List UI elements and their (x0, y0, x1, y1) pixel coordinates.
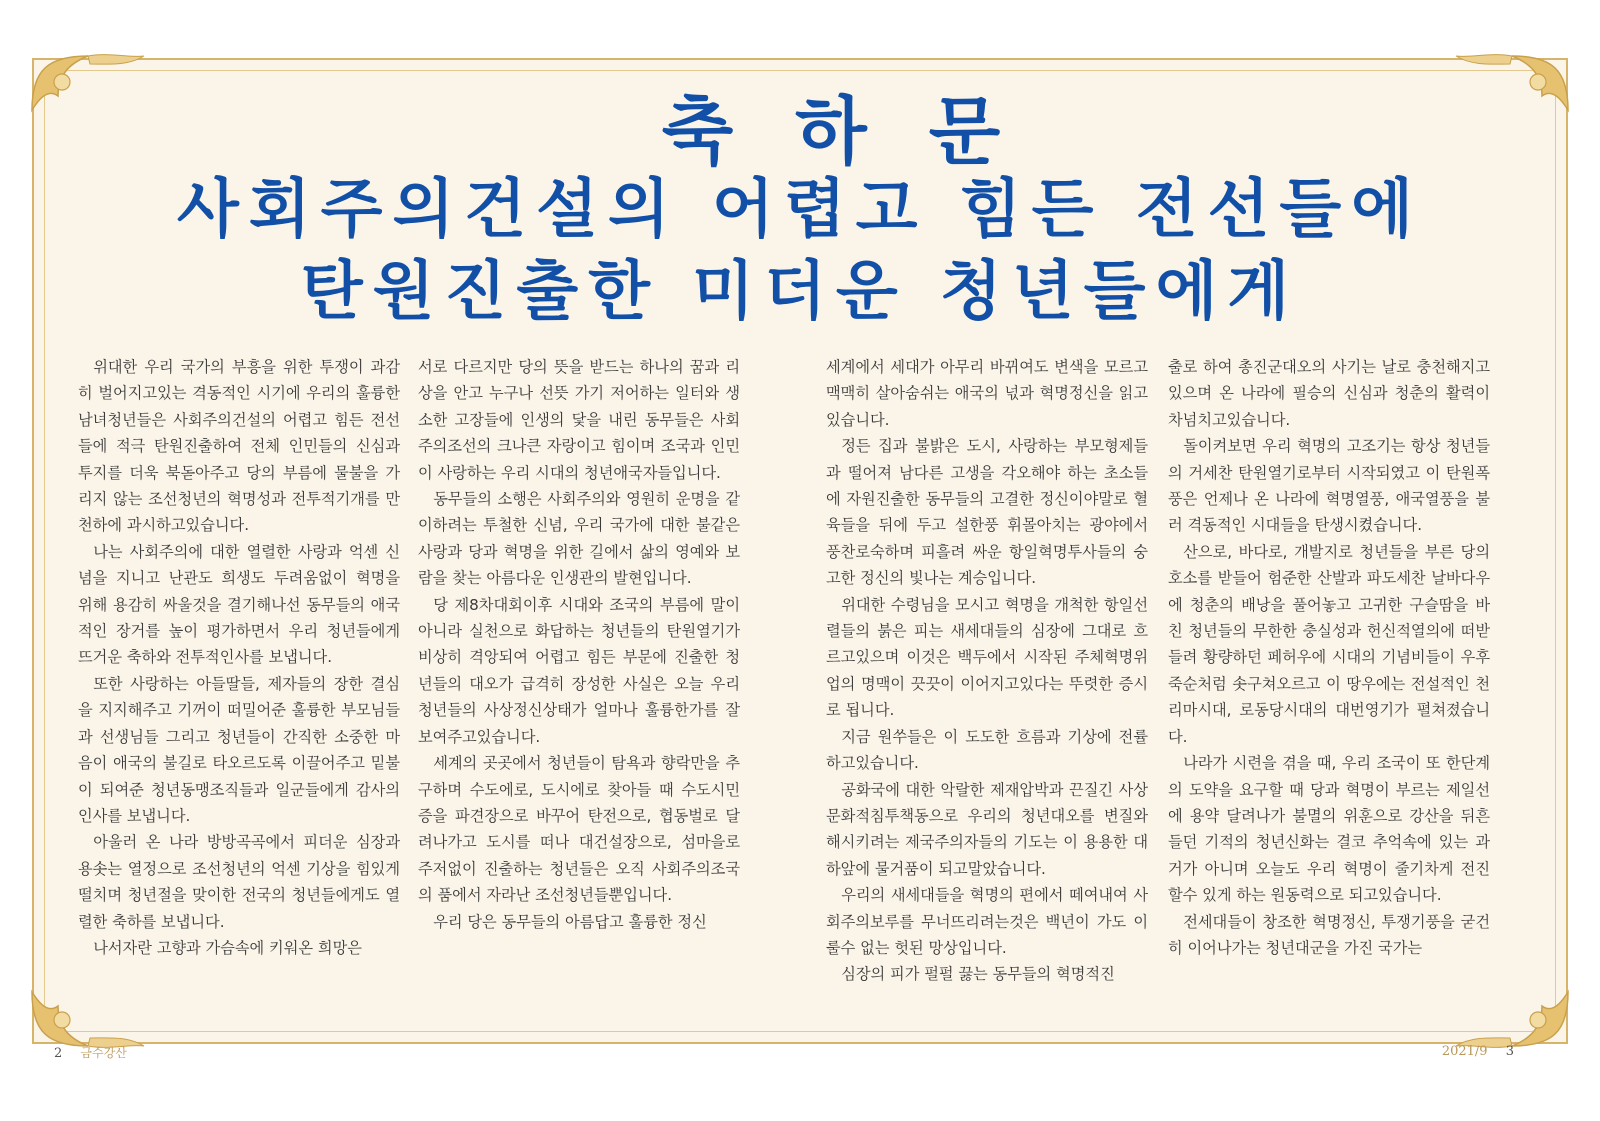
text-column-1 (78, 354, 400, 1016)
issue-date: 2021/9 (1441, 1044, 1488, 1059)
paragraph: 심장의 피가 펄펄 끓는 동무들의 혁명적진 (841, 965, 1115, 984)
paragraph: 나는 사회주의에 대한 열렬한 사랑과 억센 신념을 지니고 난관도 희생도 두려움없이 혁명을 위해 용감히 싸울것을 결기해나선 동무들의 애국적인 장거를 높이 평가하면서 우리 청년들에게 뜨거운 축하와 전투적인사를 보냅니다. (78, 542, 400, 667)
headline-line-1: 사회주의건설의 어렵고 힘든 전선들에 (176, 173, 1424, 247)
headline-line-2: 탄원진출한 미더운 청년들에게 (300, 255, 1300, 329)
paragraph: 나라가 시련을 겪을 때, 우리 조국이 또 한단계의 도약을 요구할 때 당과 혁명이 부르는 제일선에 용약 달려나가 불멸의 위훈으로 강산을 뒤흔들던 기적의 청년신화는 결코 추억속에 있는 과거가 아니며 오늘도 우리 혁명이 줄기차게 전진할수 있게 하는 원동력으로 되고있습니다. (1168, 754, 1490, 905)
paragraph: 나서자란 고향과 가슴속에 키워온 희망은 (93, 938, 362, 957)
text-column-2 (418, 354, 740, 1016)
paragraph: 아울러 온 나라 방방곡곡에서 피더운 심장과 용솟는 열정으로 조선청년의 억센 기상을 힘있게 떨치며 청년절을 맞이한 전국의 청년들에게도 열렬한 축하를 보냅니다. (78, 833, 400, 931)
paragraph: 전세대들이 창조한 혁명정신, 투쟁기풍을 굳건히 이어나가는 청년대군을 가진 국가는 (1168, 912, 1490, 957)
paragraph: 위대한 우리 국가의 부흥을 위한 투쟁이 과감히 벌어지고있는 격동적인 시기에 우리의 훌륭한 남녀청년들은 사회주의건설의 어렵고 힘든 전선들에 적극 탄원진출하여 전체 인민들의 신심과 투지를 더욱 북돋아주고 당의 부름에 물불을 가리지 않는 조선청년의 혁명성과 전투적기개를 만천하에 과시하고있습니다. (78, 358, 400, 535)
paragraph: 지금 원쑤들은 이 도도한 흐름과 기상에 전률하고있습니다. (826, 727, 1148, 773)
document-title: 축하문 (661, 89, 1063, 175)
page-number-right: 3 (1505, 1044, 1514, 1059)
paragraph: 당 제8차대회이후 시대와 조국의 부름에 말이 아니라 실천으로 화답하는 청년들의 탄원열기가 비상히 격앙되여 어렵고 힘든 부문에 진출한 청년들의 대오가 급격히 장성한 사실은 오늘 우리 청년들의 사상정신상태가 얼마나 훌륭한가를 잘 보여주고있습니다. (418, 595, 740, 746)
text-column-4 (1168, 354, 1490, 1016)
paragraph: 또한 사랑하는 아들딸들, 제자들의 장한 결심을 지지해주고 기꺼이 떠밀어준 훌륭한 부모님들과 선생님들 그리고 청년들이 간직한 소중한 마음이 애국의 불길로 타오르도록 이끌어주고 밑불이 되여준 청년동맹조직들과 일군들에게 감사의 인사를 보냅니다. (78, 674, 400, 825)
page-number-left: 2 (54, 1046, 63, 1061)
paragraph: 돌이켜보면 우리 혁명의 고조기는 항상 청년들의 거세찬 탄원열기로부터 시작되였고 이 탄원폭풍은 언제나 온 나라에 혁명열풍, 애국열풍을 불러 격동적인 시대들을 탄생시켰습니다. (1168, 437, 1490, 535)
text-column-3 (826, 354, 1148, 1016)
paragraph: 우리의 새세대들을 혁명의 편에서 떼여내여 사회주의보루를 무너뜨리려는것은 백년이 가도 이룰수 없는 헛된 망상입니다. (826, 886, 1148, 957)
paragraph: 산으로, 바다로, 개발지로 청년들을 부른 당의 호소를 받들어 험준한 산발과 파도세찬 날바다우에 청춘의 배낭을 풀어놓고 고귀한 구슬땀을 바친 청년들의 무한한 충실성과 헌신적열의에 떠받들려 황량하던 페허우에 시대의 기념비들이 우후죽순처럼 솟구쳐오르고 이 땅우에는 전설적인 천리마시대, 로동당시대의 대번영기가 펼쳐졌습니다. (1168, 542, 1490, 746)
footer-right (1442, 1044, 1514, 1059)
paragraph: 출로 하여 총진군대오의 사기는 날로 충천해지고있으며 온 나라에 필승의 신심과 청춘의 활력이 차넘치고있습니다. (1168, 358, 1490, 429)
paragraph: 공화국에 대한 악랄한 제재압박과 끈질긴 사상문화적침투책동으로 우리의 청년대오를 변질와해시키려는 제국주의자들의 기도는 이 용용한 대하앞에 물거품이 되고말았습니다. (826, 780, 1148, 878)
paragraph: 위대한 수령님을 모시고 혁명을 개척한 항일선렬들의 붉은 피는 새세대들의 심장에 그대로 흐르고있으며 이것은 백두에서 시작된 주체혁명위업의 명맥이 끗끗이 이어지고있다는 뚜렷한 증시로 됩니다. (826, 595, 1148, 720)
publication-name: 금수강산 (80, 1046, 127, 1060)
paragraph: 동무들의 소행은 사회주의와 영원히 운명을 같이하려는 투철한 신념, 우리 국가에 대한 불같은 사랑과 당과 혁명을 위한 길에서 삶의 영예와 보람을 찾는 아름다운 인생관의 발현입니다. (418, 490, 740, 588)
footer-left (54, 1044, 127, 1061)
paragraph: 서로 다르지만 당의 뜻을 받드는 하나의 꿈과 리상을 안고 누구나 선뜻 가기 저어하는 일터와 생소한 고장들에 인생의 닻을 내린 동무들은 사회주의조선의 크나큰 자랑이고 힘이며 조국과 인민이 사랑하는 우리 시대의 청년애국자들입니다. (418, 358, 740, 482)
paragraph: 정든 집과 불밝은 도시, 사랑하는 부모형제들과 떨어져 남다른 고생을 각오해야 하는 초소들에 자원진출한 동무들의 고결한 정신이야말로 혈육들을 뒤에 두고 설한풍 휘몰아치는 광야에서 풍찬로숙하며 피흘려 싸운 항일혁명투사들의 숭고한 정신의 빛나는 계승입니다. (826, 437, 1148, 588)
paragraph: 우리 당은 동무들의 아름답고 훌륭한 정신 (433, 912, 707, 931)
paragraph: 세계의 곳곳에서 청년들이 탐욕과 향락만을 추구하며 수도에로, 도시에로 찾아들 때 수도시민증을 파견장으로 바꾸어 탄전으로, 협동벌로 달려나가고 도시를 떠나 대건설장으로, 섬마을로 주저없이 진출하는 청년들은 오직 사회주의조국의 품에서 자라난 조선청년들뿐입니다. (418, 754, 740, 905)
paragraph: 세계에서 세대가 아무리 바뀌여도 변색을 모르고 맥맥히 살아숨쉬는 애국의 넋과 혁명정신을 읽고있습니다. (826, 358, 1148, 429)
